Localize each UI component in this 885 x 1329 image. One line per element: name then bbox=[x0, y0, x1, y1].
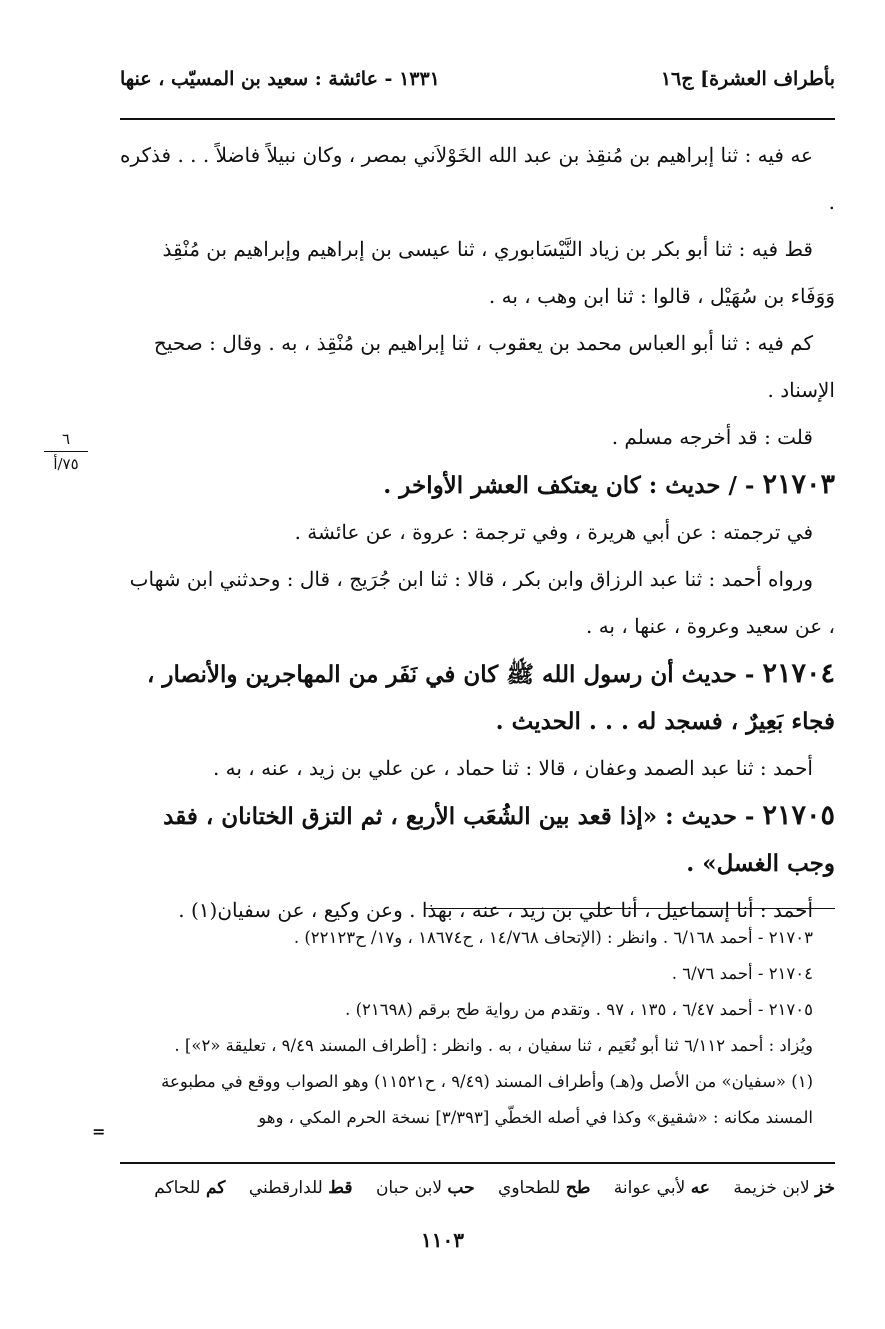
footnote: ٢١٧٠٥ - أحمد ٦/٤٧ ، ١٣٥ ، ٩٧ . وتقدم من رواية طح برقم (٢١٦٩٨) . bbox=[345, 1000, 813, 1019]
abbreviation-item: كم للحاكم bbox=[154, 1178, 226, 1198]
main-text bbox=[120, 132, 835, 934]
hadith-heading bbox=[120, 792, 835, 887]
abbreviation-item: خز لابن خزيمة bbox=[733, 1178, 835, 1198]
footnote: ٢١٧٠٤ - أحمد ٦/٧٦ . bbox=[671, 964, 813, 983]
header-rule bbox=[120, 118, 835, 120]
continuation-mark: = bbox=[92, 1122, 106, 1141]
hadith-number: ٢١٧٠٤ bbox=[762, 658, 835, 689]
paragraph: قلت : قد أخرجه مسلم . bbox=[611, 425, 813, 449]
abbreviation-item: عه لأبي عوانة bbox=[613, 1178, 710, 1198]
paragraph: قط فيه : ثنا أبو بكر بن زياد النَّيْسَابوري ، ثنا عيسى بن إبراهيم وإبراهيم بن مُنْقِذ وَوَفَاء بن سُهَيْل ، قالوا : ثنا ابن وهب ، به . bbox=[162, 237, 835, 308]
abbreviation-item: قط للدارقطني bbox=[248, 1178, 353, 1198]
hadith-heading bbox=[120, 461, 835, 509]
paragraph: عه فيه : ثنا إبراهيم بن مُنقِذ بن عبد الله الخَوْلاَني بمصر ، وكان نبيلاً فاضلاً . . . فذكره . bbox=[120, 143, 835, 214]
footnote: ويُزاد : أحمد ٦/١١٢ ثنا أبو نُعَيم ، ثنا سفيان ، به . وانظر : [أطراف المسند ٩/٤٩ ، تعليقة «٢»] . bbox=[174, 1036, 813, 1055]
header-volume: بأطراف العشرة] ج١٦ bbox=[660, 68, 835, 90]
page-number: ١١٠٣ bbox=[421, 1228, 464, 1252]
paragraph: أحمد : ثنا عبد الصمد وعفان ، قالا : ثنا حماد ، عن علي بن زيد ، عنه ، به . bbox=[212, 756, 813, 780]
margin-note-divider bbox=[44, 451, 88, 452]
paragraph: كم فيه : ثنا أبو العباس محمد بن يعقوب ، ثنا إبراهيم بن مُنْقِذ ، به . وقال : صحيح الإسناد . bbox=[153, 331, 835, 402]
abbreviation-item: حب لابن حبان bbox=[375, 1178, 475, 1198]
footnote: (١) «سفيان» من الأصل و(هـ) وأطراف المسند (٩/٤٩ ، ح١١٥٢١) وهو الصواب ووقع في مطبوعة المسند مكانه : «شقيق» وكذا في أصله الخطّي [٣/٣٩٣] نسخة الحرم المكي ، وهو bbox=[161, 1072, 813, 1127]
footnote-rule bbox=[425, 908, 835, 909]
margin-note-top: ٦ bbox=[61, 430, 71, 448]
abbreviations-rule bbox=[120, 1162, 835, 1164]
paragraph: في ترجمته : عن أبي هريرة ، وفي ترجمة : عروة ، عن عائشة . bbox=[294, 520, 813, 544]
footnote: ٢١٧٠٣ - أحمد ٦/١٦٨ . وانظر : (الإتحاف ١٤/٧٦٨ ، ح١٨٦٧٤ ، و١٧/ ح٢٢١٢٣) . bbox=[293, 928, 813, 947]
hadith-title: - / حديث : كان يعتكف العشر الأواخر . bbox=[383, 472, 755, 499]
hadith-heading bbox=[120, 650, 835, 745]
paragraph: أحمد : أنا إسماعيل ، أنا علي بن زيد ، عنه ، بهذا . وعن وكيع ، عن سفيان(١) . bbox=[178, 898, 813, 922]
header-chapter: ١٣٣١ - عائشة : سعيد بن المسيّب ، عنها bbox=[120, 68, 440, 90]
hadith-title: - حديث : «إذا قعد بين الشُعَب الأربع ، ثم التزق الختانان ، فقد وجب الغسل» . bbox=[163, 803, 835, 877]
footnotes bbox=[120, 920, 835, 1136]
hadith-title: - حديث أن رسول الله ﷺ كان في نَفَر من المهاجرين والأنصار ، فجاء بَعِيرٌ ، فسجد له . . . الحديث . bbox=[146, 661, 835, 735]
margin-note-bottom: ٧٥/أ bbox=[53, 455, 79, 473]
running-header bbox=[120, 62, 835, 102]
paragraph: ورواه أحمد : ثنا عبد الرزاق وابن بكر ، قالا : ثنا ابن جُرَيج ، قال : وحدثني ابن شهاب ، عن سعيد وعروة ، عنها ، به . bbox=[129, 567, 835, 638]
margin-note bbox=[40, 430, 92, 473]
hadith-number: ٢١٧٠٥ bbox=[762, 800, 835, 831]
abbreviations-key bbox=[120, 1170, 835, 1206]
hadith-number: ٢١٧٠٣ bbox=[762, 469, 835, 500]
abbreviation-item: طح للطحاوي bbox=[498, 1178, 591, 1198]
